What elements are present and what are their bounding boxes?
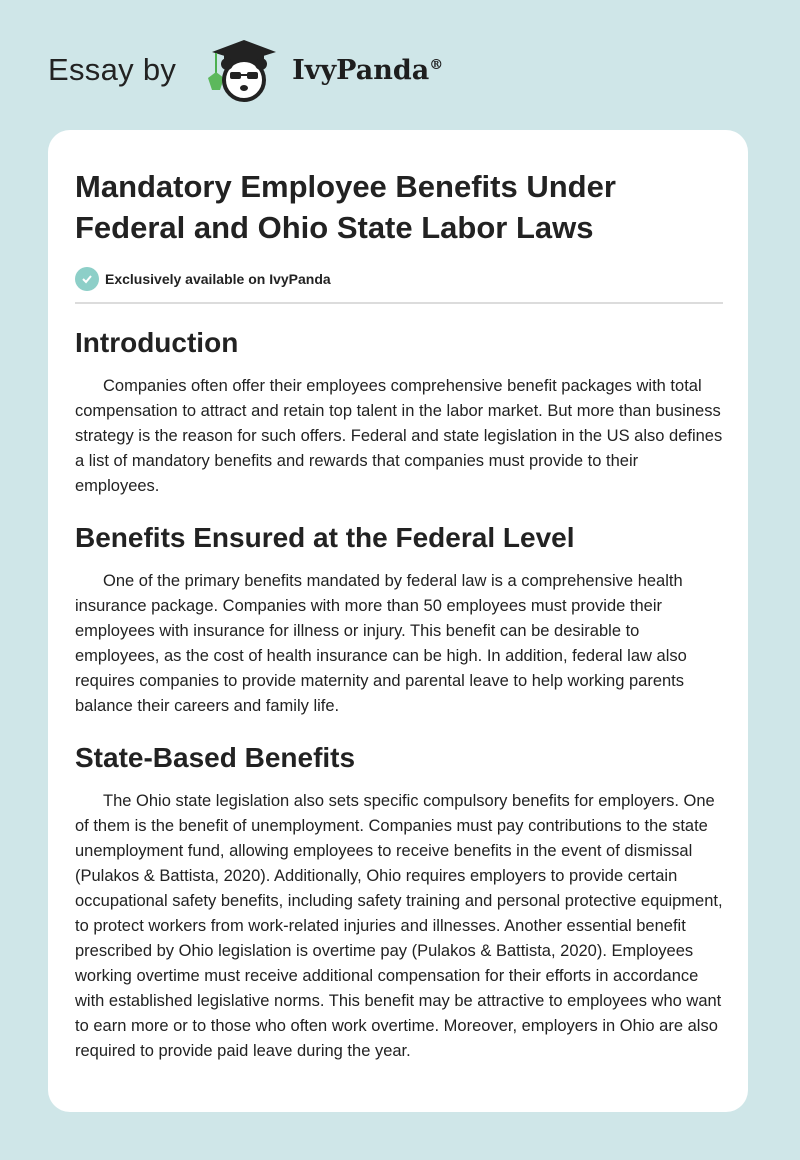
divider: [75, 302, 723, 304]
brand-name: [292, 55, 443, 86]
check-icon: [75, 267, 99, 291]
registered-mark: ®: [429, 56, 444, 73]
section-paragraph: Companies often offer their employees comprehensive benefit packages with total compensation to attract and retain top talent in the labor market. But more than business strategy is the reason for such offers. Federal and state legislation in the US also defines a list of mandatory benefits and rewards that companies must provide to their employees.: [75, 377, 723, 495]
exclusive-text: Exclusively available on IvyPanda: [105, 271, 331, 287]
section-paragraph: One of the primary benefits mandated by federal law is a comprehensive health insurance package. Companies with more than 50 employees must provide their employees with insurance for illness or injury. This benefit can be desirable to employees, as the cost of health insurance can be high. In addition, federal law also requires companies to provide maternity and parental leave to help working parents balance their careers and family life.: [75, 572, 687, 715]
essay-by-label: Essay by: [48, 52, 177, 87]
essay-card: [48, 130, 748, 1112]
section-heading: Benefits Ensured at the Federal Level: [75, 522, 575, 553]
page-title: Mandatory Employee Benefits Under Federal and Ohio State Labor Laws: [75, 169, 616, 245]
section-paragraph: The Ohio state legislation also sets specific compulsory benefits for employers. One of them is the benefit of unemployment. Companies must pay contributions to the state unemployment fund, allowing employees to receive benefits in the event of dismissal (Pulakos & Battista, 2020). Additionally, Ohio requires employers to provide certain occupational safety benefits, including safety training and personal protective equipment, to protect workers from work-related injuries and illnesses. Another essential benefit prescribed by Ohio legislation is overtime pay (Pulakos & Battista, 2020). Employees working overtime must receive additional compensation for their efforts in accordance with established legislative norms. This benefit may be attractive to employees who want to earn more or to those who often work overtime. Moreover, employers in Ohio are also required to provide paid leave during the year.: [75, 792, 723, 1060]
ivypanda-logo-icon[interactable]: [194, 38, 284, 102]
exclusive-badge: [75, 267, 723, 291]
brand-header: [48, 38, 443, 102]
section-heading: Introduction: [75, 327, 239, 358]
section-heading: State-Based Benefits: [75, 742, 356, 773]
brand-name-text: IvyPanda: [292, 54, 430, 86]
